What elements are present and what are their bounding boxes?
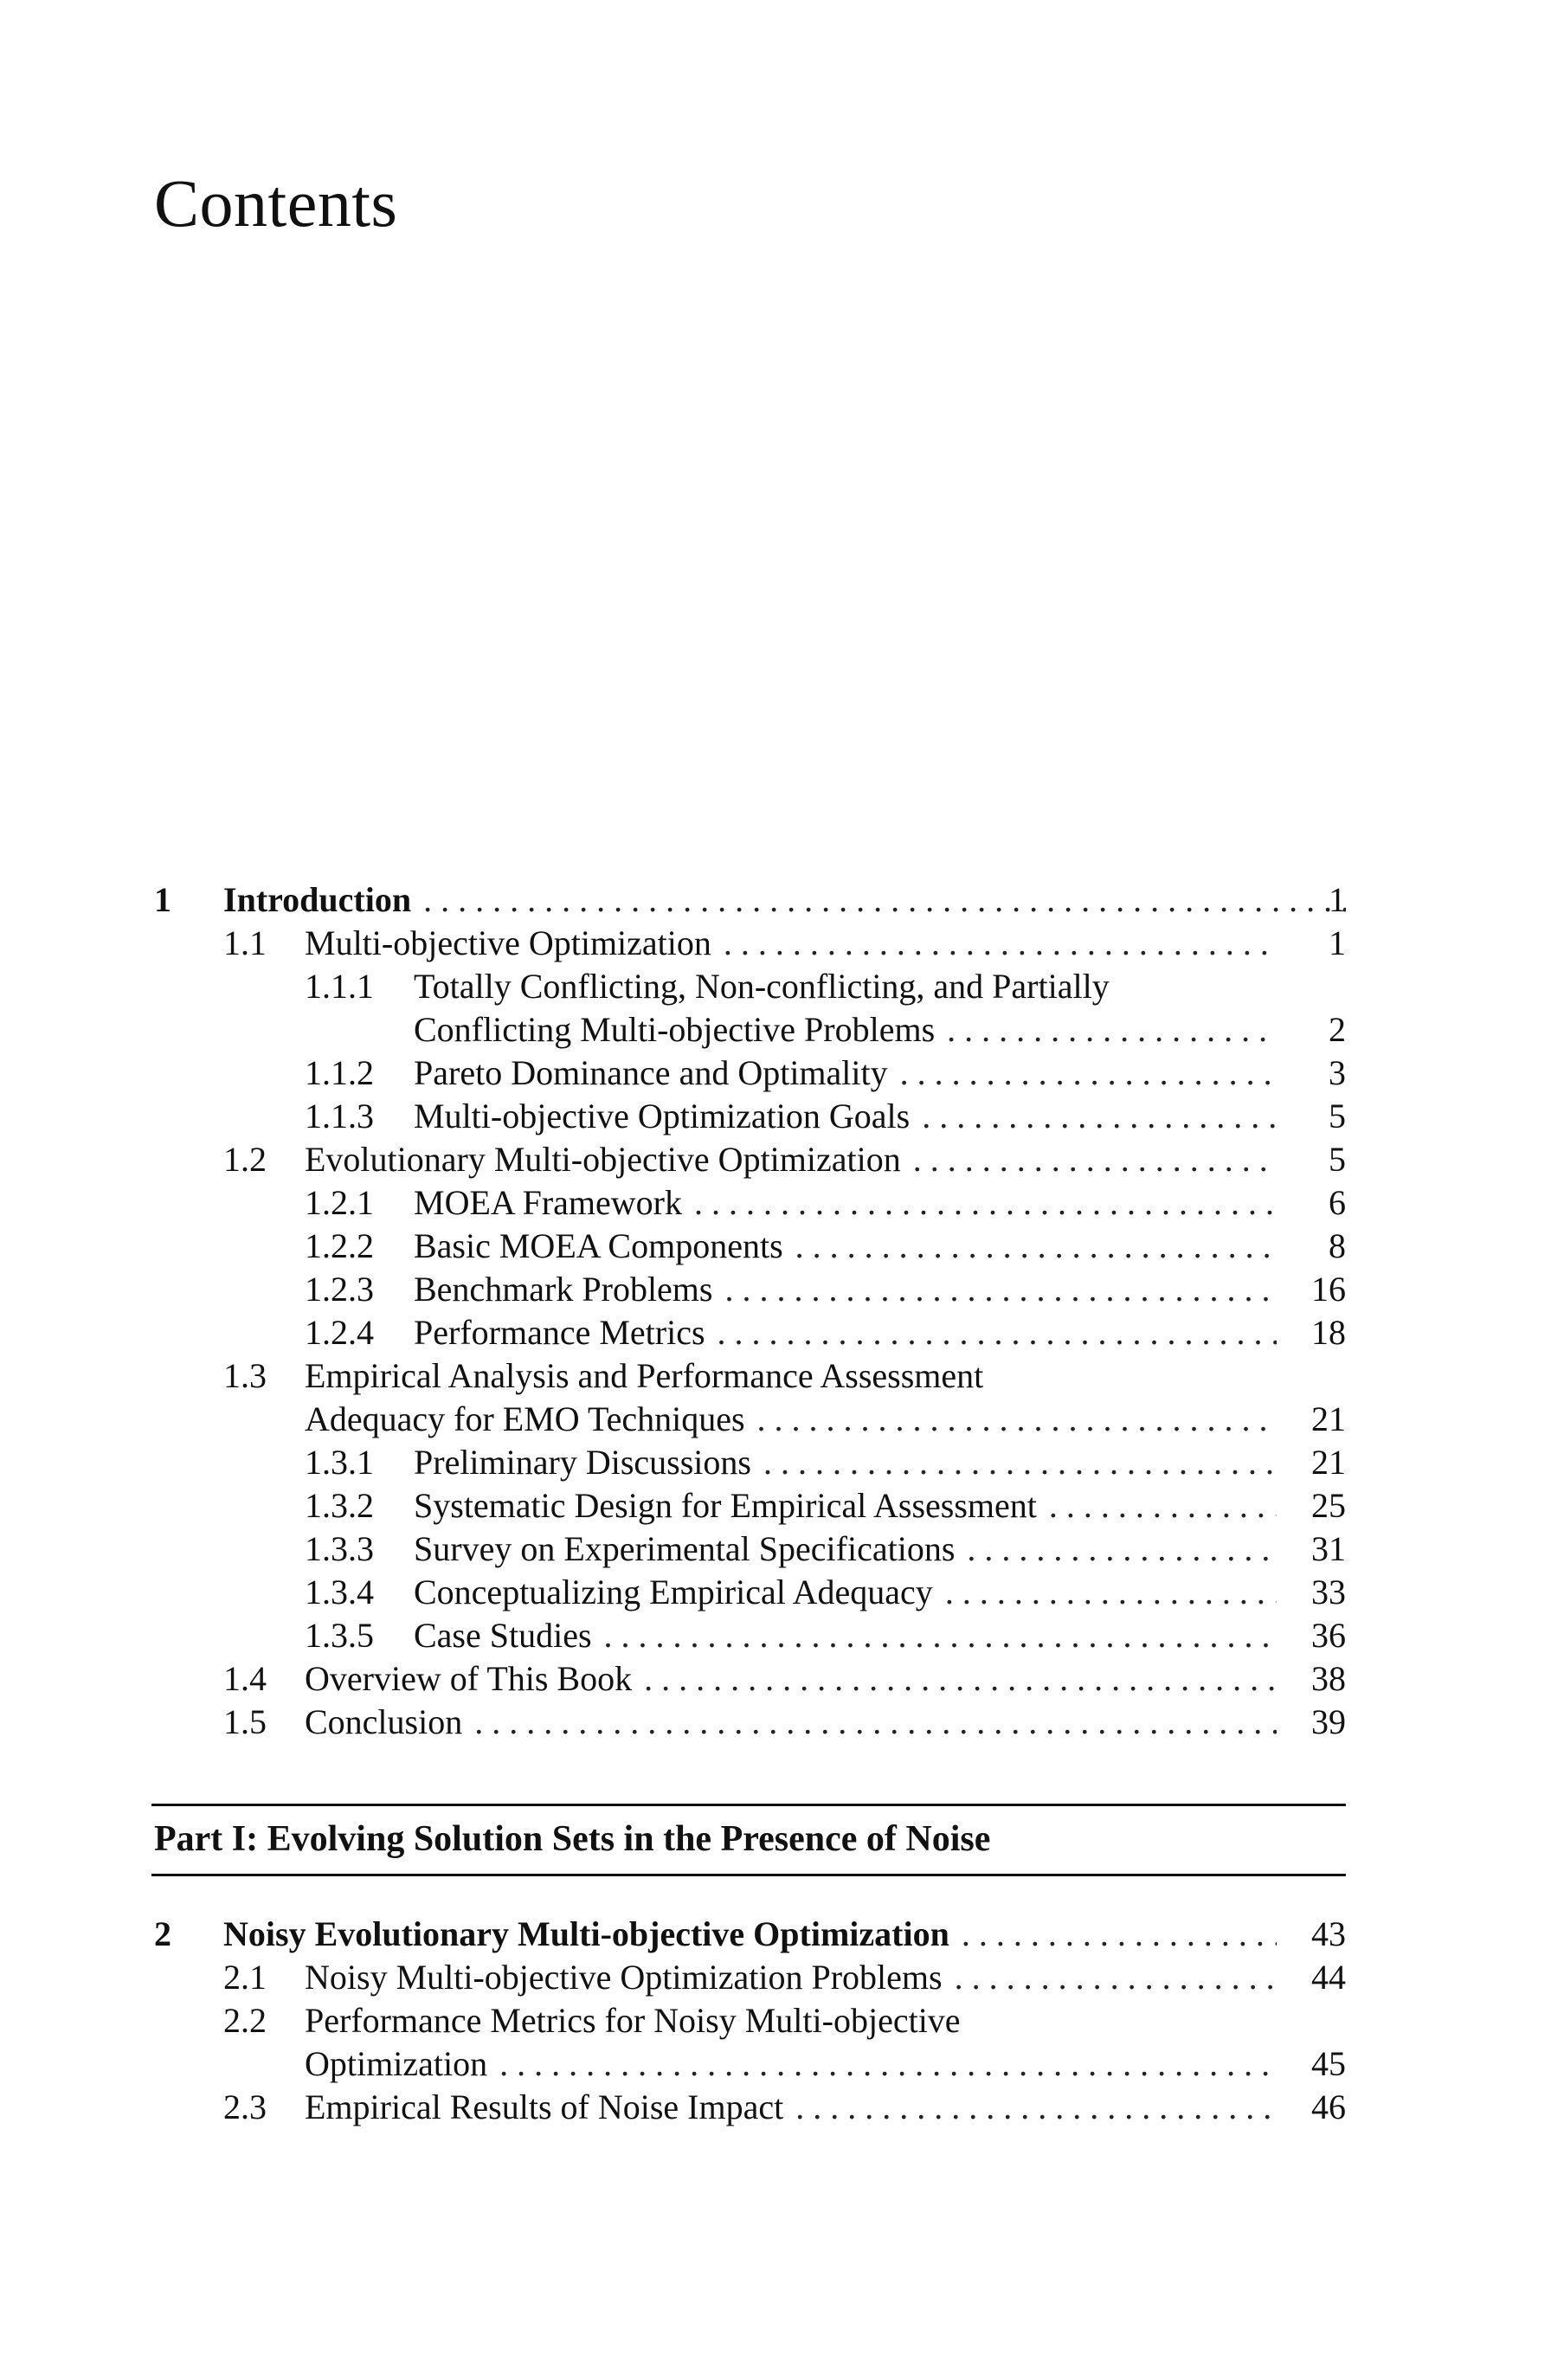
toc-entry-subsection[interactable]	[0, 1095, 1551, 1138]
toc-entry-page: 6	[1329, 1183, 1346, 1222]
part-rule-top	[151, 1804, 1346, 1806]
toc-entry-title: Evolutionary Multi-objective Optimization	[305, 1140, 901, 1179]
toc-entry-number: 1.3.1	[305, 1443, 374, 1482]
toc-entry-title: Performance Metrics for Noisy Multi-objective	[305, 2001, 961, 2040]
toc-entry-section[interactable]	[0, 922, 1551, 965]
toc-entry-number: 1.2	[223, 1140, 267, 1179]
toc-entry-number: 1.1	[223, 923, 267, 962]
toc-entry-number: 2.1	[223, 1958, 267, 1997]
toc-entry-chapter[interactable]	[0, 878, 1551, 922]
toc-entry-title: Totally Conflicting, Non-conflicting, and Partially	[414, 967, 1110, 1006]
toc-entry-title: Empirical Results of Noise Impact	[305, 2087, 784, 2126]
toc-entry-subsection[interactable]	[0, 1571, 1551, 1614]
toc-entry-number: 1.2.3	[305, 1270, 374, 1309]
toc-entry-page: 21	[1311, 1443, 1346, 1482]
toc-entry-title: Noisy Multi-objective Optimization Problems	[305, 1958, 943, 1997]
toc-entry-section[interactable]	[0, 1999, 1551, 2042]
toc-entry-number: 1.3.5	[305, 1616, 374, 1655]
toc-entry-page: 21	[1311, 1399, 1346, 1438]
dot-leader	[888, 1052, 1277, 1095]
toc-entry-page: 3	[1329, 1053, 1346, 1092]
toc-entry-subsection[interactable]	[0, 1311, 1551, 1354]
toc-entry-page: 38	[1311, 1659, 1346, 1698]
dot-leader	[632, 1657, 1277, 1701]
toc-entry-section[interactable]	[0, 1138, 1551, 1181]
toc-entry-section[interactable]	[0, 1354, 1551, 1398]
toc-entry-number: 1.3.4	[305, 1573, 374, 1611]
dot-leader	[487, 2042, 1277, 2086]
dot-leader	[933, 1571, 1277, 1614]
dot-leader	[783, 2086, 1277, 2129]
dot-leader	[745, 1398, 1277, 1441]
toc-entry-number: 1.3.3	[305, 1529, 374, 1568]
toc-entry-number: 1.2.4	[305, 1313, 374, 1352]
toc-entry-title: Case Studies	[414, 1616, 592, 1655]
toc-entry-page: 43	[1311, 1914, 1346, 1953]
toc-entry-title: Preliminary Discussions	[414, 1443, 751, 1482]
toc-entry-title: Survey on Experimental Specifications	[414, 1529, 956, 1568]
toc-entry-title: Conceptualizing Empirical Adequacy	[414, 1573, 933, 1611]
page-title: Contents	[154, 165, 398, 241]
toc-entry-page: 16	[1311, 1270, 1346, 1309]
toc-entry-title: Benchmark Problems	[414, 1270, 713, 1309]
toc-entry-subsection[interactable]	[0, 1181, 1551, 1225]
toc-entry-chapter[interactable]	[0, 1913, 1551, 1956]
toc-entry-page: 39	[1311, 1702, 1346, 1741]
dot-leader	[935, 1008, 1277, 1052]
toc-entry-section-cont[interactable]	[0, 1398, 1551, 1441]
toc-entry-section[interactable]	[0, 1956, 1551, 1999]
dot-leader	[910, 1095, 1277, 1138]
toc-entry-number: 2	[154, 1914, 171, 1953]
dot-leader	[943, 1956, 1277, 1999]
dot-leader	[955, 1528, 1277, 1571]
dot-leader	[1037, 1484, 1277, 1528]
toc-entry-number: 1.3	[223, 1356, 267, 1395]
part-title[interactable]: Part I: Evolving Solution Sets in the Presence of Noise	[154, 1819, 991, 1859]
dot-leader	[783, 1225, 1277, 1268]
toc-entry-section-cont[interactable]	[0, 2042, 1551, 2086]
dot-leader	[751, 1441, 1277, 1484]
toc-entry-page: 5	[1329, 1097, 1346, 1135]
toc-entry-page: 36	[1311, 1616, 1346, 1655]
toc-entry-number: 1.3.2	[305, 1486, 374, 1525]
toc-entry-number: 2.3	[223, 2087, 267, 2126]
toc-entry-title-cont: Adequacy for EMO Techniques	[305, 1399, 745, 1438]
toc-entry-title: Conclusion	[305, 1702, 463, 1741]
dot-leader	[949, 1913, 1277, 1956]
toc-entry-number: 1.4	[223, 1659, 267, 1698]
dot-leader	[713, 1268, 1277, 1311]
toc-entry-title: Multi-objective Optimization	[305, 923, 711, 962]
toc-entry-subsection[interactable]	[0, 1225, 1551, 1268]
toc-entry-title: Overview of This Book	[305, 1659, 633, 1698]
toc-entry-page: 45	[1311, 2044, 1346, 2083]
toc-entry-section[interactable]	[0, 1657, 1551, 1701]
toc-entry-number: 1.2.2	[305, 1226, 374, 1265]
toc-entry-page: 18	[1311, 1313, 1346, 1352]
toc-entry-page: 1	[1329, 923, 1346, 962]
toc-entry-subsection[interactable]	[0, 1441, 1551, 1484]
toc-entry-subsection-cont[interactable]	[0, 1008, 1551, 1052]
toc-entry-subsection[interactable]	[0, 1268, 1551, 1311]
part-rule-bottom	[151, 1874, 1346, 1876]
toc-entry-page: 1	[1329, 880, 1346, 919]
toc-entry-page: 2	[1329, 1010, 1346, 1049]
toc-entry-section[interactable]	[0, 2086, 1551, 2129]
toc-entry-number: 1.5	[223, 1702, 267, 1741]
toc-entry-page: 46	[1311, 2087, 1346, 2126]
toc-entry-number: 2.2	[223, 2001, 267, 2040]
toc-entry-page: 25	[1311, 1486, 1346, 1525]
toc-entry-subsection[interactable]	[0, 965, 1551, 1008]
toc-entry-title-cont: Conflicting Multi-objective Problems	[414, 1010, 936, 1049]
toc-entry-title: Pareto Dominance and Optimality	[414, 1053, 888, 1092]
toc-entry-subsection[interactable]	[0, 1052, 1551, 1095]
toc-entry-page: 31	[1311, 1529, 1346, 1568]
toc-entry-subsection[interactable]	[0, 1528, 1551, 1571]
toc-entry-title: Systematic Design for Empirical Assessment	[414, 1486, 1037, 1525]
toc-entry-page: 33	[1311, 1573, 1346, 1611]
toc-entry-number: 1.1.3	[305, 1097, 374, 1135]
toc-entry-title: Basic MOEA Components	[414, 1226, 783, 1265]
toc-entry-section[interactable]	[0, 1701, 1551, 1744]
toc-entry-number: 1.1.1	[305, 967, 374, 1006]
toc-entry-subsection[interactable]	[0, 1484, 1551, 1528]
toc-entry-page: 5	[1329, 1140, 1346, 1179]
dot-leader	[682, 1181, 1277, 1225]
toc-entry-title: Introduction	[223, 880, 412, 919]
dot-leader	[705, 1311, 1277, 1354]
toc-entry-page: 8	[1329, 1226, 1346, 1265]
dot-leader	[592, 1614, 1277, 1657]
dot-leader	[462, 1701, 1277, 1744]
dot-leader	[901, 1138, 1277, 1181]
toc-entry-number: 1	[154, 880, 171, 919]
dot-leader	[711, 922, 1277, 965]
toc-entry-number: 1.2.1	[305, 1183, 374, 1222]
toc-entry-title: Performance Metrics	[414, 1313, 705, 1352]
toc-entry-title: Multi-objective Optimization Goals	[414, 1097, 911, 1135]
toc-entry-number: 1.1.2	[305, 1053, 374, 1092]
dot-leader	[411, 878, 1346, 922]
toc-entry-title: Noisy Evolutionary Multi-objective Optimization	[223, 1914, 949, 1953]
toc-entry-title-cont: Optimization	[305, 2044, 488, 2083]
toc-entry-title: Empirical Analysis and Performance Assessment	[305, 1356, 984, 1395]
toc-entry-subsection[interactable]	[0, 1614, 1551, 1657]
toc-entry-title: MOEA Framework	[414, 1183, 682, 1222]
toc-entry-page: 44	[1311, 1958, 1346, 1997]
